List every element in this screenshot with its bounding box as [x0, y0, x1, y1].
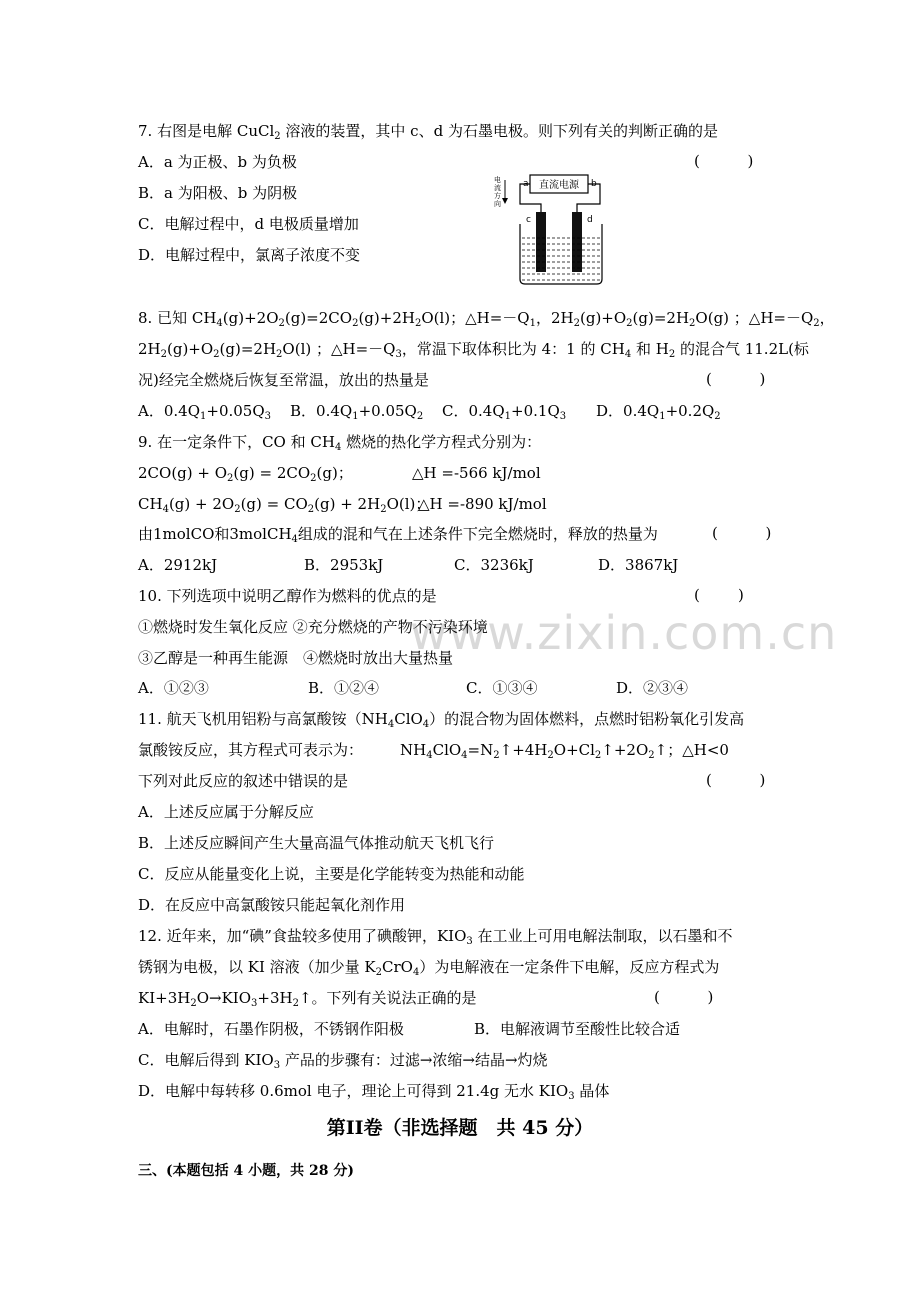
q10-option-b: B．①②④ [308, 679, 380, 697]
q12-option-c: C．电解后得到 $KIO_3$ 产品的步骤有：过滤→浓缩→结晶→灼烧 [138, 1051, 548, 1071]
q10-option-c: C．①③④ [466, 679, 538, 697]
q10-answer-paren: ( ) [694, 586, 744, 604]
beaker [520, 224, 602, 284]
watermark: www.zixin.com.cn [410, 606, 838, 660]
electrode-d-label: d [587, 215, 593, 225]
q12-line-2: 锈钢为电极，以 KI 溶液（加少量 $K_2CrO_4$）为电解液在一定条件下电解，反应方程式为 [138, 958, 720, 978]
q8-line-1: 8. 已知 $CH_4(g)+2O_2(g)=2CO_2(g)+2H_2O(l)$；$\triangle H=-Q_1$，$2H_2(g)+O_2(g)=2H_2O(g)$ ；$\triangle H=-Q_2$， [138, 309, 835, 329]
q7-stem: 7. 右图是电解 CuCl$_2$ 溶液的装置，其中 c、d 为石墨电极。则下列有关的判断正确的是 [138, 122, 718, 142]
electrode-d [572, 212, 582, 272]
q12-option-b: B．电解液调节至酸性比较合适 [474, 1020, 681, 1038]
q8-option-d: D．$0.4Q_1+0.2Q_2$ [596, 402, 721, 422]
electrode-c [536, 212, 546, 272]
solution [522, 238, 600, 280]
q7-answer-paren: ( ) [694, 152, 754, 170]
electrolysis-diagram [490, 172, 615, 287]
q11-option-d: D．在反应中高氯酸铵只能起氧化剂作用 [138, 896, 406, 914]
q12-line-1: 12. 近年来，加“碘”食盐较多使用了碘酸钾，$KIO_3$ 在工业上可用电解法制取，以石墨和不 [138, 927, 733, 947]
q10-stem: 10. 下列选项中说明乙醇作为燃料的优点的是 [138, 587, 437, 605]
q12-option-a: A．电解时，石墨作阴极，不锈钢作阳极 [138, 1020, 404, 1038]
q11-answer-paren: ( ) [706, 771, 766, 789]
q9-enthalpy-1: △H =-566 kJ/mol [412, 464, 541, 482]
current-arrow-head [502, 198, 508, 204]
terminal-b-label: b [591, 179, 597, 189]
terminal-a-label: a [523, 179, 529, 189]
q10-option-a: A．①②③ [138, 679, 209, 697]
q7-option-c: C．电解过程中，d 电极质量增加 [138, 215, 359, 233]
q12-line-3: $KI+3H_2O\to KIO_3+3H_2↑$。下列有关说法正确的是 [138, 989, 477, 1009]
q8-line-3: 况)经完全燃烧后恢复至常温，放出的热量是 [138, 371, 429, 389]
q10-line-3: ③乙醇是一种再生能源 ④燃烧时放出大量热量 [138, 649, 454, 667]
q9-enthalpy-2: △H =-890 kJ/mol [418, 495, 547, 513]
q9-line-4: 由1molCO和3molCH$_4$组成的混和气在上述条件下完全燃烧时，释放的热量为 [138, 525, 658, 545]
q7-option-d: D．电解过程中，氯离子浓度不变 [138, 246, 361, 264]
q12-option-d: D．电解中每转移 0.6mol 电子，理论上可得到 21.4g 无水 $KIO_3$ 晶体 [138, 1082, 610, 1102]
q10-line-2: ①燃烧时发生氧化反应 ②充分燃烧的产物不污染环境 [138, 618, 488, 636]
q11-option-a: A．上述反应属于分解反应 [138, 803, 314, 821]
q9-option-b: B．2953kJ [304, 556, 384, 574]
q12-answer-paren: ( ) [654, 988, 714, 1006]
q8-answer-paren: ( ) [706, 370, 766, 388]
part-three-heading: 三、(本题包括 4 小题，共 28 分) [138, 1163, 354, 1179]
q9-option-d: D．3867kJ [598, 556, 679, 574]
q11-line-1: 11. 航天飞机用铝粉与高氯酸铵$(NH_4ClO_4)$的混合物为固体燃料，点燃时铝粉氧化引发高 [138, 710, 745, 730]
q9-line-1: 9. 在一定条件下，CO 和 $CH_4$ 燃烧的热化学方程式分别为： [138, 433, 542, 453]
current-direction-label: 电 流 方 向 [494, 176, 501, 208]
q9-answer-paren: ( ) [712, 524, 772, 542]
q11-equation: $NH_4ClO_4=N_2↑+4H_2O+Cl_2↑+2O_2↑$；△H<0 [400, 741, 729, 761]
q7-option-a: A．a 为正极、b 为负极 [138, 153, 297, 171]
q11-option-c: C．反应从能量变化上说，主要是化学能转变为热能和动能 [138, 865, 525, 883]
power-supply-label: 直流电源 [539, 180, 579, 191]
q11-line-3: 下列对此反应的叙述中错误的是 [138, 772, 349, 790]
q8-option-a: A．$0.4Q_1+0.05Q_3$ [138, 402, 272, 422]
section-title: 第II卷（非选择题 共 45 分） [326, 1117, 594, 1139]
q8-option-b: B．$0.4Q_1+0.05Q_2$ [290, 402, 424, 422]
q9-option-a: A．2912kJ [138, 556, 218, 574]
q9-option-c: C．3236kJ [454, 556, 534, 574]
q9-line-2: $2CO(g) + O_2(g) = 2CO_2(g)$； △H =-566 kJ/mol [138, 464, 541, 484]
q8-option-c: C．$0.4Q_1+0.1Q_3$ [442, 402, 567, 422]
electrode-c-label: c [526, 215, 531, 225]
q8-line-2: $2H_2(g)+O_2(g)=2H_2O(l)$ ；$\triangle H=-Q_3$，常温下取体积比为 4：1 的 $CH_4$ 和 $H_2$ 的混合气 11.2L(标 [138, 340, 809, 360]
q11-option-b: B．上述反应瞬间产生大量高温气体推动航天飞机飞行 [138, 834, 495, 852]
q9-line-3: $CH_4(g) + 2O_2(g) = CO_2(g) + 2H_2O(l)$； △H =-890 kJ/mol [138, 495, 547, 515]
q7-option-b: B．a 为阳极、b 为阴极 [138, 184, 298, 202]
q10-option-d: D．②③④ [616, 679, 689, 697]
q11-line-2: 氯酸铵反应，其方程式可表示为： $NH_4ClO_4=N_2↑+4H_2O+Cl_2↑+2O_2↑$；△H<0 [138, 741, 729, 761]
